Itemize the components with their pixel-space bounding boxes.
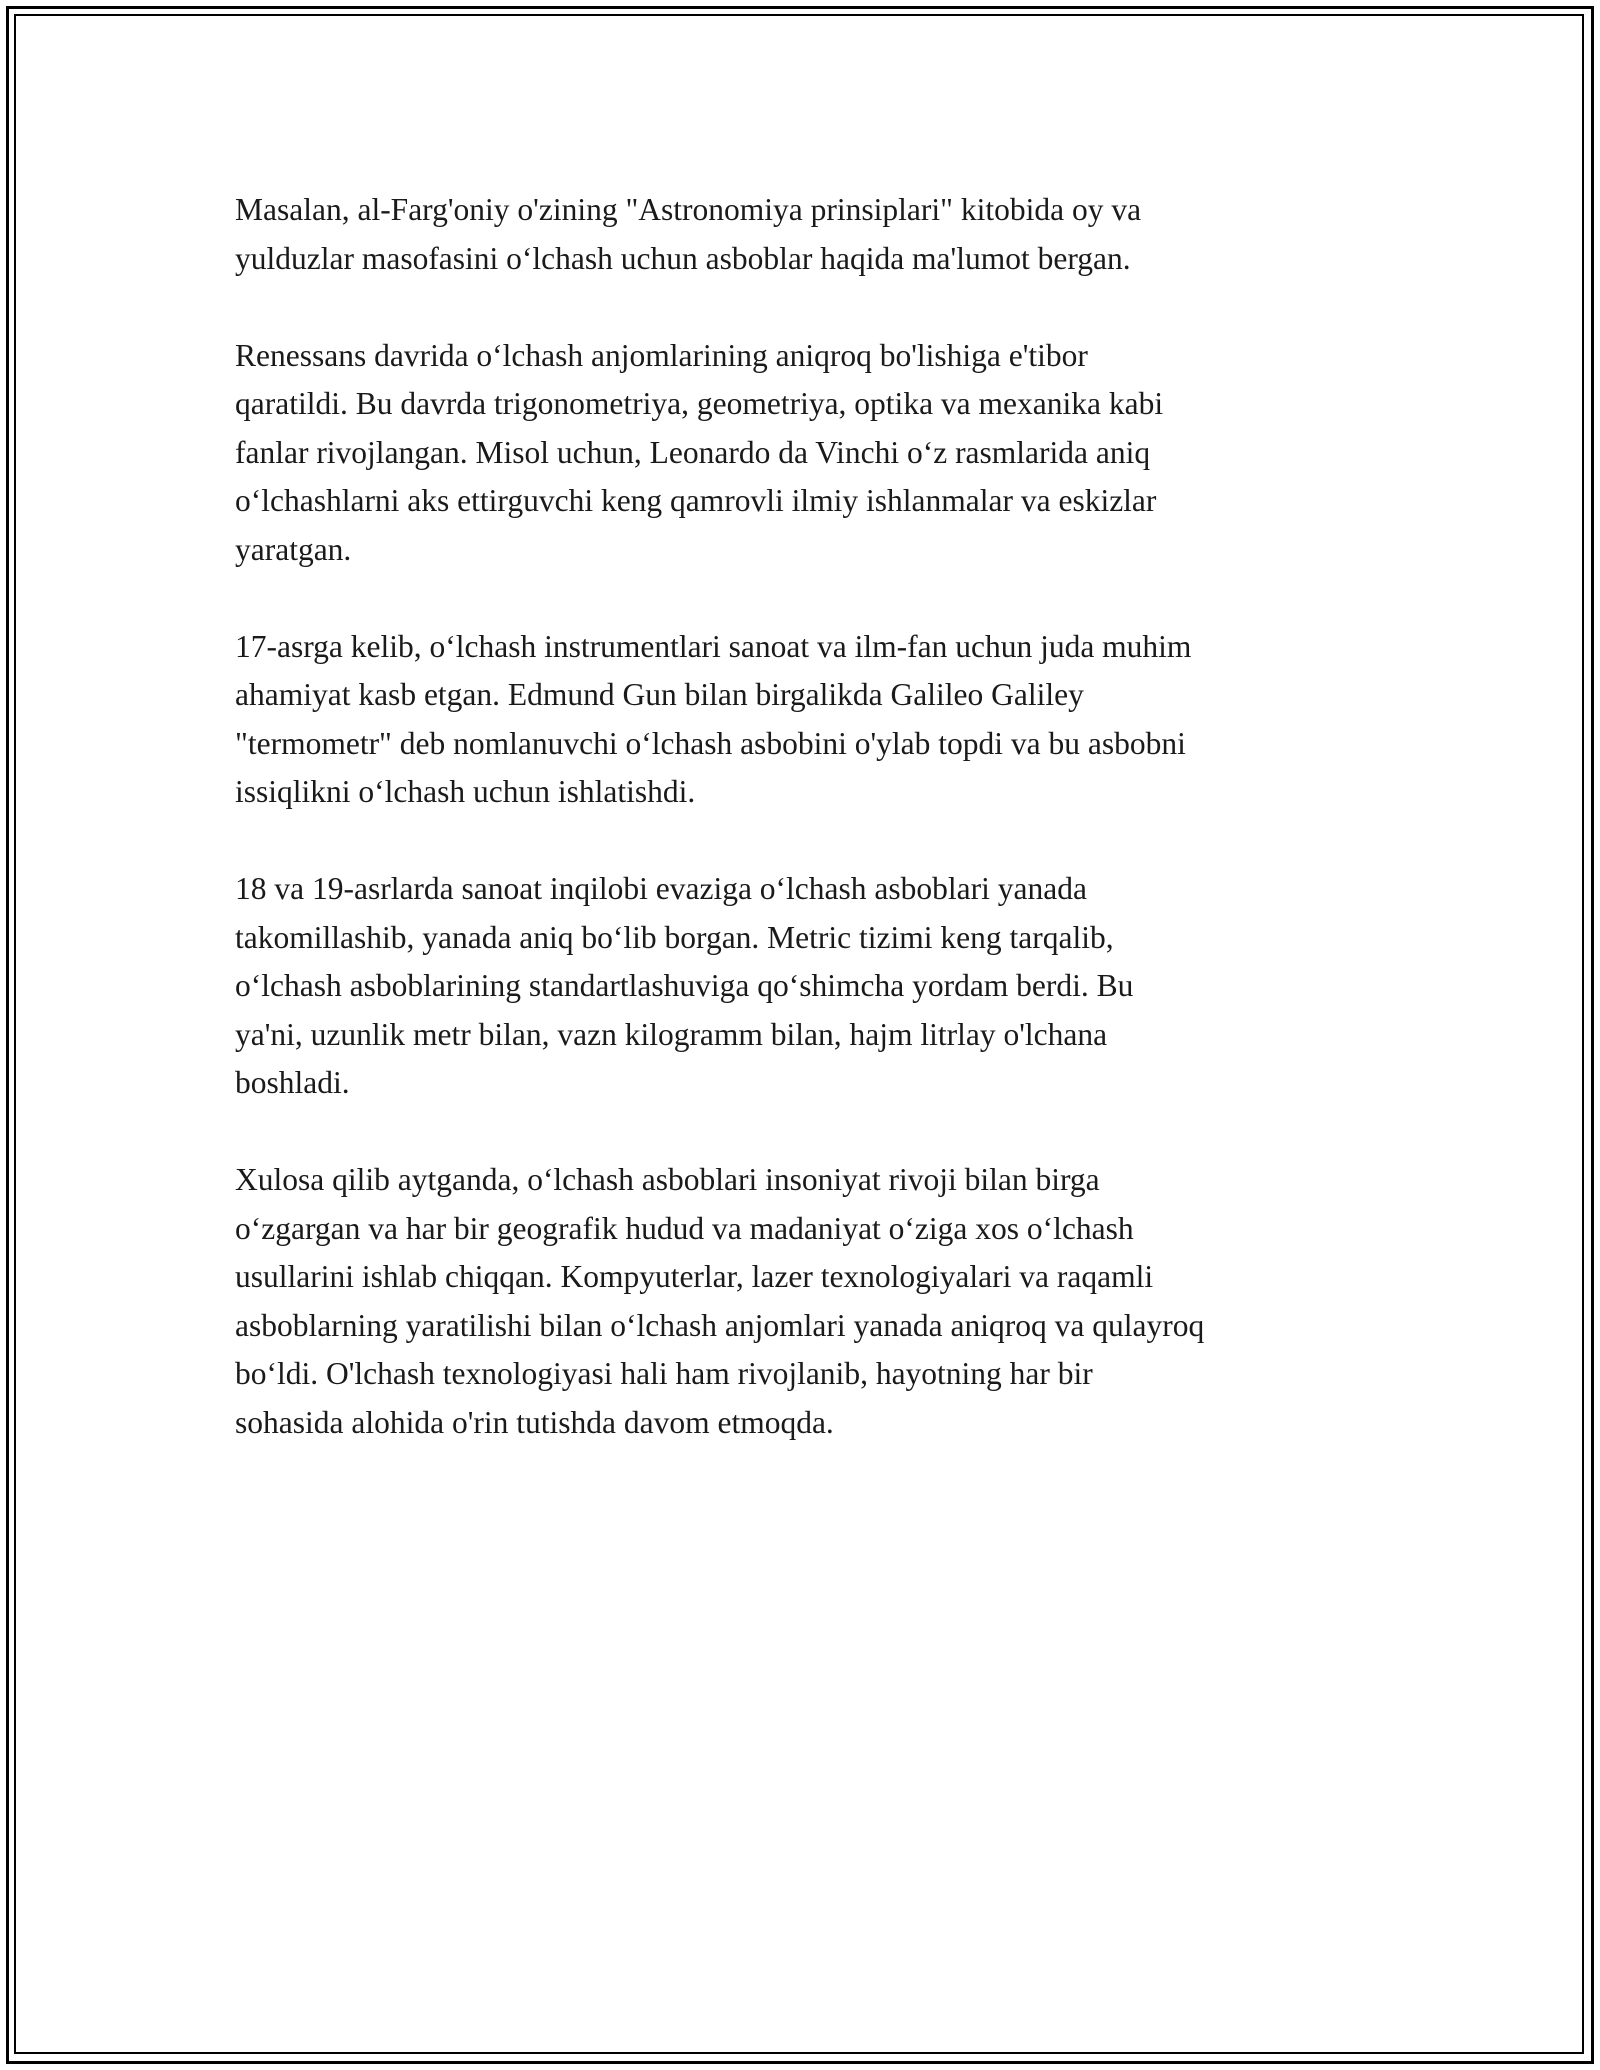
text-line: 18 va 19-asrlarda sanoat inqilobi evaziga o‘lchash asboblari yanada <box>235 871 1087 906</box>
text-line: 17-asrga kelib, o‘lchash instrumentlari sanoat va ilm-fan uchun juda muhim <box>235 628 1192 664</box>
text-line: asboblarning yaratilishi bilan o‘lchash anjomlari yanada aniqroq va qulayroq <box>235 1307 1205 1343</box>
text-line: ahamiyat kasb etgan. Edmund Gun bilan birgalikda Galileo Galiley <box>235 677 1084 712</box>
text-line: sohasida alohida o'rin tutishda davom etmoqda. <box>235 1404 834 1440</box>
text-line: takomillashib, yanada aniq bo‘lib borgan. Metric tizimi keng tarqalib, <box>235 919 1114 955</box>
text-line: bo‘ldi. O'lchash texnologiyasi hali ham rivojlanib, hayotning har bir <box>235 1356 1093 1391</box>
paragraph-renaissance <box>235 332 1395 575</box>
text-line: issiqlikni o‘lchash uchun ishlatishdi. <box>235 774 696 809</box>
text-line: yaratgan. <box>235 531 352 567</box>
text-line: Masalan, al-Farg'oniy o'zining "Astronomiya prinsiplari" kitobida oy va <box>235 192 1142 227</box>
paragraph-al-farghani <box>235 186 1395 283</box>
document-body <box>235 186 1395 1496</box>
paragraph-18-19th-century <box>235 865 1395 1108</box>
text-line: "termometr" deb nomlanuvchi o‘lchash asbobini o'ylab topdi va bu asbobni <box>235 725 1186 761</box>
text-line: fanlar rivojlangan. Misol uchun, Leonardo da Vinchi o‘z rasmlarida aniq <box>235 434 1151 470</box>
text-line: usullarini ishlab chiqqan. Kompyuterlar, lazer texnologiyalari va raqamli <box>235 1259 1154 1294</box>
text-line: boshladi. <box>235 1065 350 1100</box>
paragraph-conclusion <box>235 1156 1395 1447</box>
text-line: o‘lchash asboblarining standartlashuviga qo‘shimcha yordam berdi. Bu <box>235 968 1134 1003</box>
text-line: o‘zgargan va har bir geografik hudud va madaniyat o‘ziga xos o‘lchash <box>235 1210 1134 1246</box>
text-line: ya'ni, uzunlik metr bilan, vazn kilogramm bilan, hajm litrlay o'lchana <box>235 1016 1108 1052</box>
text-line: qaratildi. Bu davrda trigonometriya, geometriya, optika va mexanika kabi <box>235 386 1164 421</box>
text-line: Xulosa qilib aytganda, o‘lchash asboblari insoniyat rivoji bilan birga <box>235 1162 1100 1197</box>
text-line: Renessans davrida o‘lchash anjomlarining aniqroq bo'lishiga e'tibor <box>235 337 1088 373</box>
paragraph-17th-century <box>235 623 1395 817</box>
text-line: yulduzlar masofasini o‘lchash uchun asboblar haqida ma'lumot bergan. <box>235 240 1131 276</box>
text-line: o‘lchashlarni aks ettirguvchi keng qamrovli ilmiy ishlanmalar va eskizlar <box>235 483 1157 518</box>
